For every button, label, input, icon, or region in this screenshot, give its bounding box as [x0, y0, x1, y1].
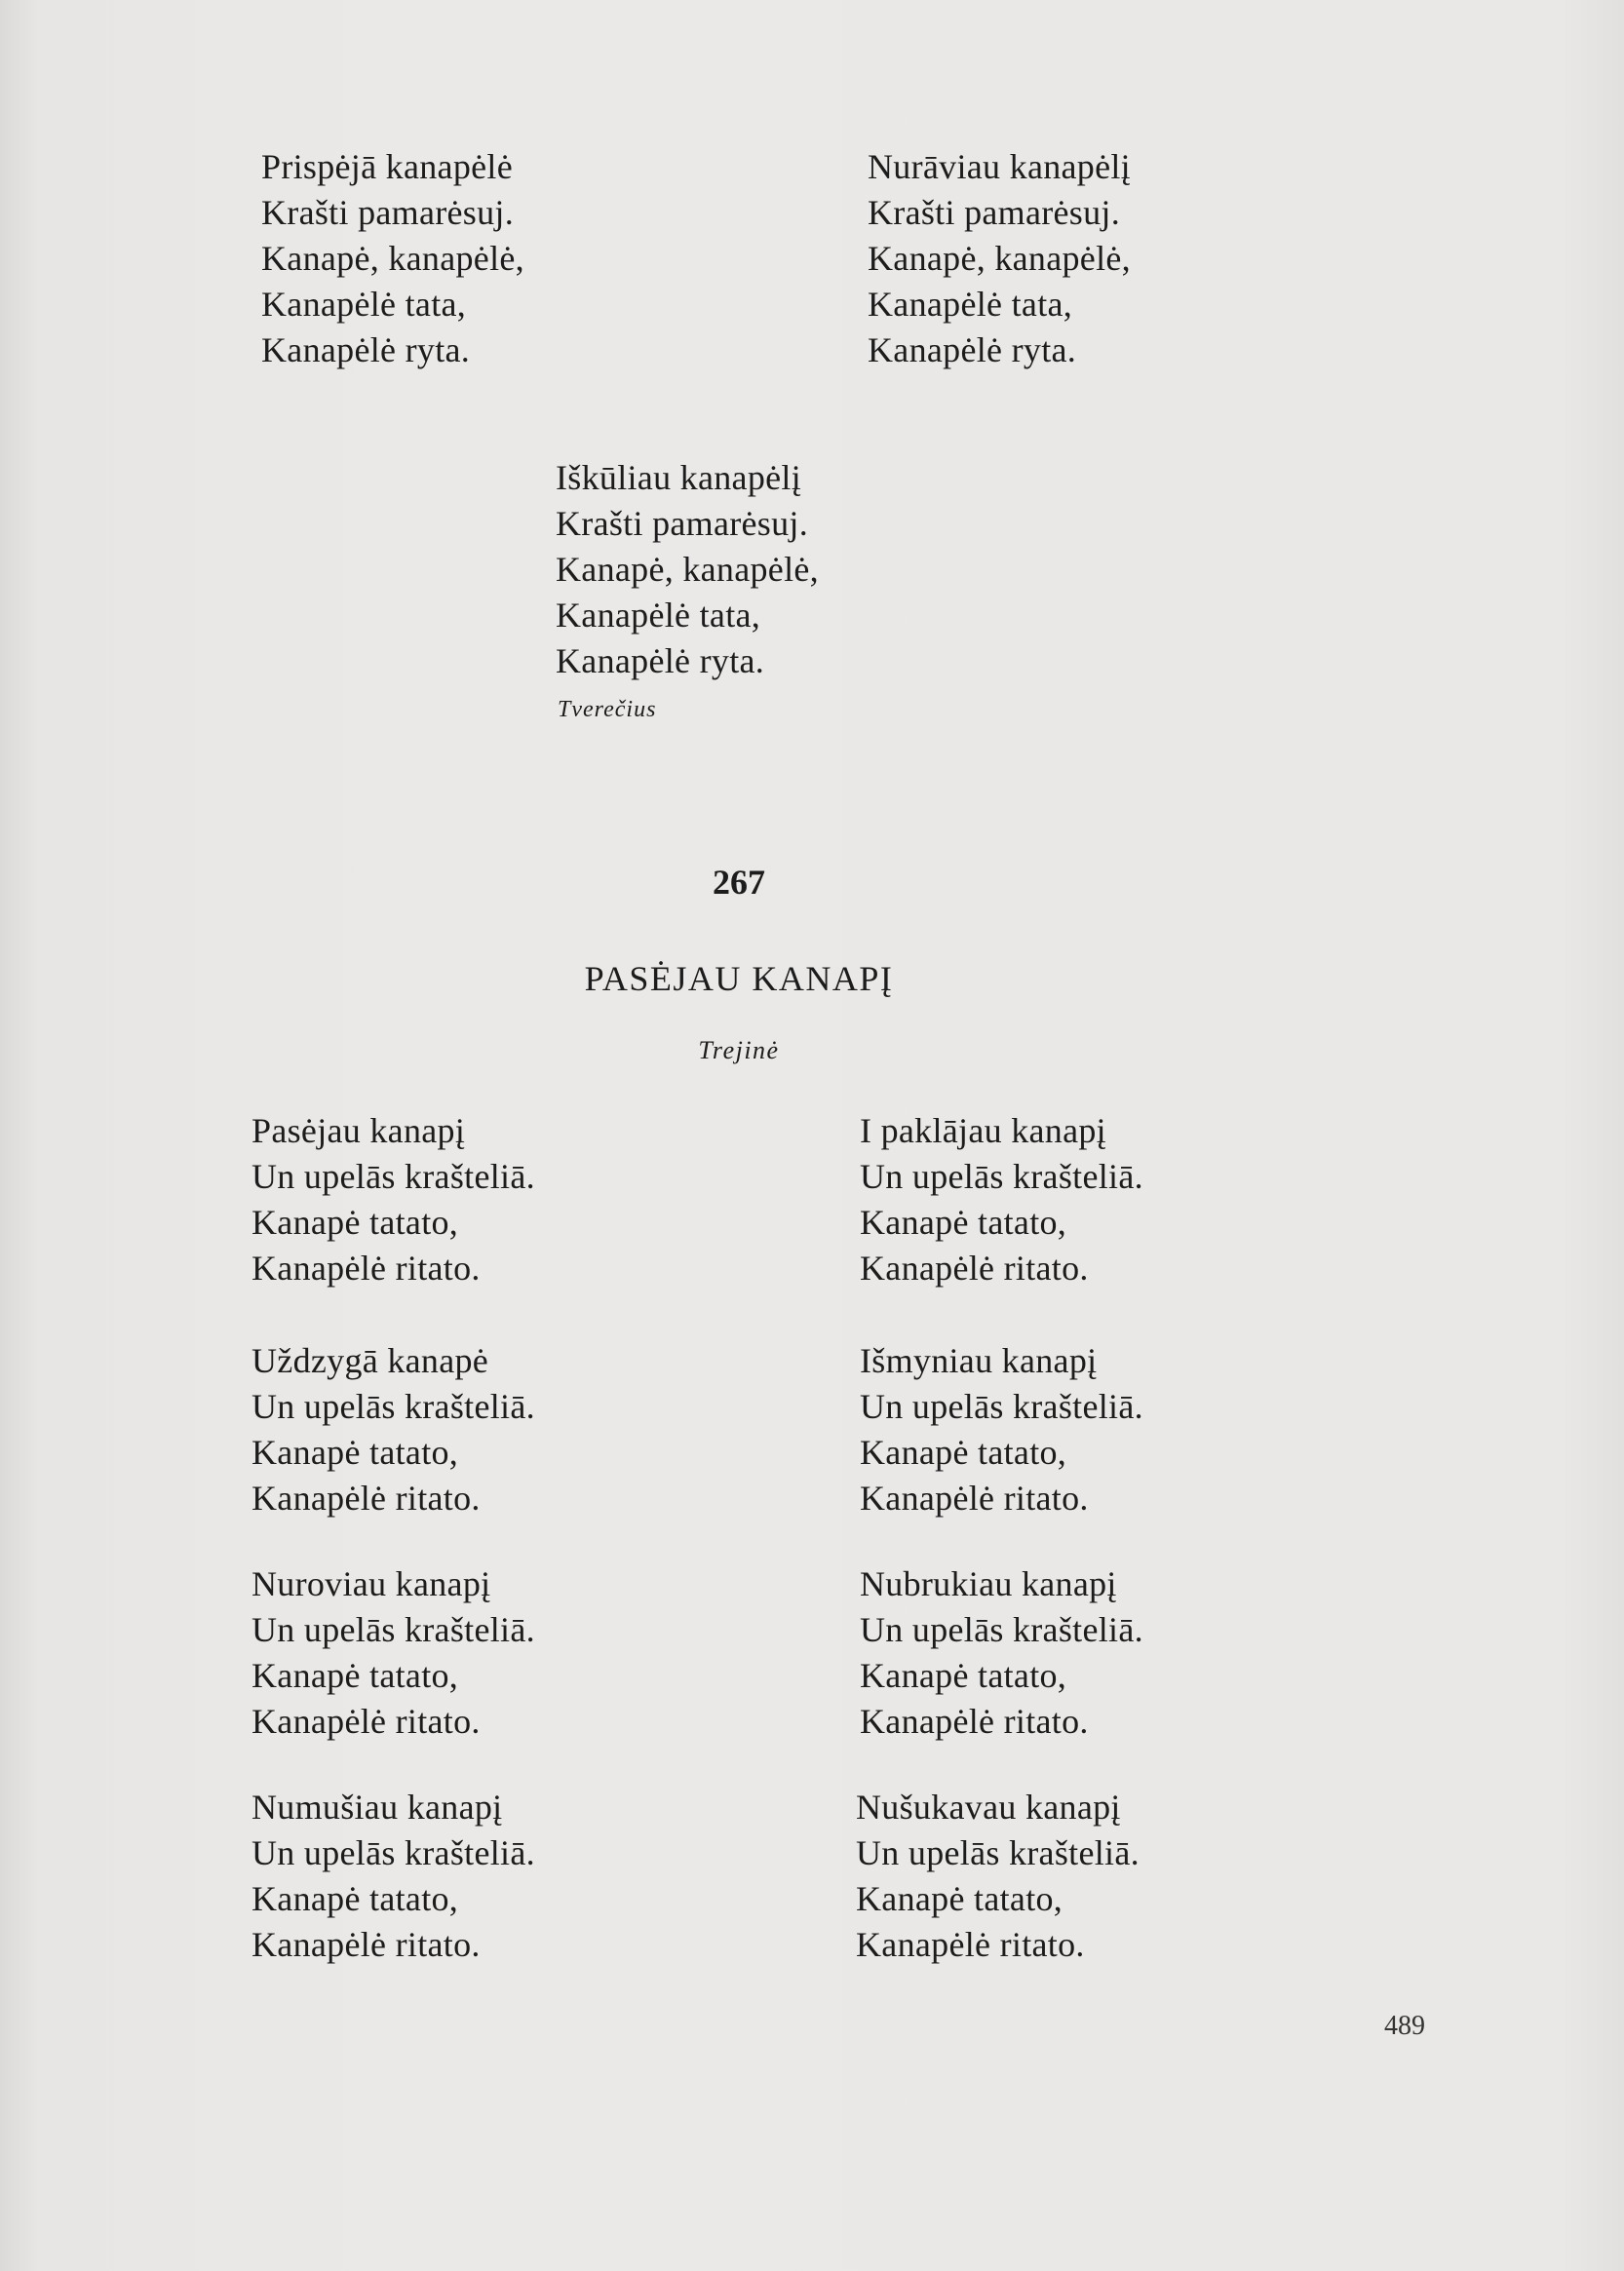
verse-line: Un upelās krašteliā.: [251, 1387, 535, 1426]
verse-line: Un upelās krašteliā.: [251, 1157, 535, 1196]
verse-line: Kanapėlė ryta.: [556, 641, 765, 680]
verse-line: Kanapė tatato,: [251, 1879, 459, 1918]
verse-line: Kanapė tatato,: [860, 1433, 1067, 1472]
verse-line: Kanapė tatato,: [856, 1879, 1063, 1918]
verse-line: Kanapė, kanapėlė,: [556, 550, 819, 589]
stanza-right-4: [856, 1785, 1140, 1968]
verse-line: Kanapė tatato,: [251, 1433, 459, 1472]
verse-line: Kanapėlė ritato.: [856, 1925, 1085, 1964]
stanza-top-right: [868, 144, 1131, 373]
verse-line: Kanapėlė ritato.: [860, 1702, 1089, 1741]
verse-line: Krašti pamarėsuj.: [261, 193, 515, 232]
verse-line: Kanapėlė ritato.: [251, 1702, 481, 1741]
stanza-right-3: [860, 1561, 1143, 1745]
verse-line: Un upelās krašteliā.: [860, 1387, 1143, 1426]
verse-line: Iškūliau kanapėlį: [556, 458, 802, 497]
verse-line: Kanapėlė tata,: [868, 285, 1073, 324]
verse-line: Kanapėlė ryta.: [261, 330, 471, 369]
source-attribution: Tverečius: [558, 697, 657, 722]
stanza-left-4: [251, 1785, 535, 1968]
verse-line: Un upelās krašteliā.: [860, 1610, 1143, 1649]
verse-line: I paklājau kanapį: [860, 1111, 1106, 1150]
verse-line: Kanapė tatato,: [251, 1656, 459, 1695]
verse-line: Un upelās krašteliā.: [856, 1833, 1140, 1872]
stanza-right-1: [860, 1108, 1143, 1291]
verse-line: Kanapėlė ritato.: [860, 1249, 1089, 1288]
verse-line: Kanapė, kanapėlė,: [261, 239, 524, 278]
stanza-left-3: [251, 1561, 535, 1745]
song-subtitle: Trejinė: [698, 1036, 780, 1064]
verse-line: Pasėjau kanapį: [251, 1111, 466, 1150]
verse-line: Nubrukiau kanapį: [860, 1564, 1117, 1603]
verse-line: Kanapėlė ryta.: [868, 330, 1077, 369]
verse-line: Kanapėlė ritato.: [251, 1925, 481, 1964]
stanza-right-2: [860, 1338, 1143, 1521]
verse-line: Un upelās krašteliā.: [860, 1157, 1143, 1196]
verse-line: Uždzygā kanapė: [251, 1341, 489, 1380]
verse-line: Prispėjā kanapėlė: [261, 147, 513, 186]
verse-line: Kanapė tatato,: [251, 1203, 459, 1242]
verse-line: Kanapėlė tata,: [261, 285, 467, 324]
stanza-top-left: [261, 144, 524, 373]
verse-line: Nuroviau kanapį: [251, 1564, 491, 1603]
verse-line: Kanapėlė tata,: [556, 596, 761, 635]
verse-line: Un upelās krašteliā.: [251, 1610, 535, 1649]
stanza-top-center: [556, 455, 819, 684]
verse-line: Kanapėlė ritato.: [251, 1479, 481, 1518]
verse-line: Kanapė tatato,: [860, 1203, 1067, 1242]
verse-line: Kanapė tatato,: [860, 1656, 1067, 1695]
stanza-left-2: [251, 1338, 535, 1521]
verse-line: Kanapėlė ritato.: [860, 1479, 1089, 1518]
verse-line: Nurāviau kanapėlį: [868, 147, 1131, 186]
verse-line: Krašti pamarėsuj.: [556, 504, 809, 543]
song-title: PASĖJAU KANAPĮ: [584, 959, 894, 998]
verse-line: Kanapėlė ritato.: [251, 1249, 481, 1288]
page-number: 489: [1384, 2011, 1425, 2041]
song-number: 267: [713, 863, 765, 902]
verse-line: Krašti pamarėsuj.: [868, 193, 1121, 232]
verse-line: Un upelās krašteliā.: [251, 1833, 535, 1872]
verse-line: Nušukavau kanapį: [856, 1788, 1121, 1827]
stanza-left-1: [251, 1108, 535, 1291]
verse-line: Išmyniau kanapį: [860, 1341, 1098, 1380]
verse-line: Numušiau kanapį: [251, 1788, 503, 1827]
verse-line: Kanapė, kanapėlė,: [868, 239, 1131, 278]
